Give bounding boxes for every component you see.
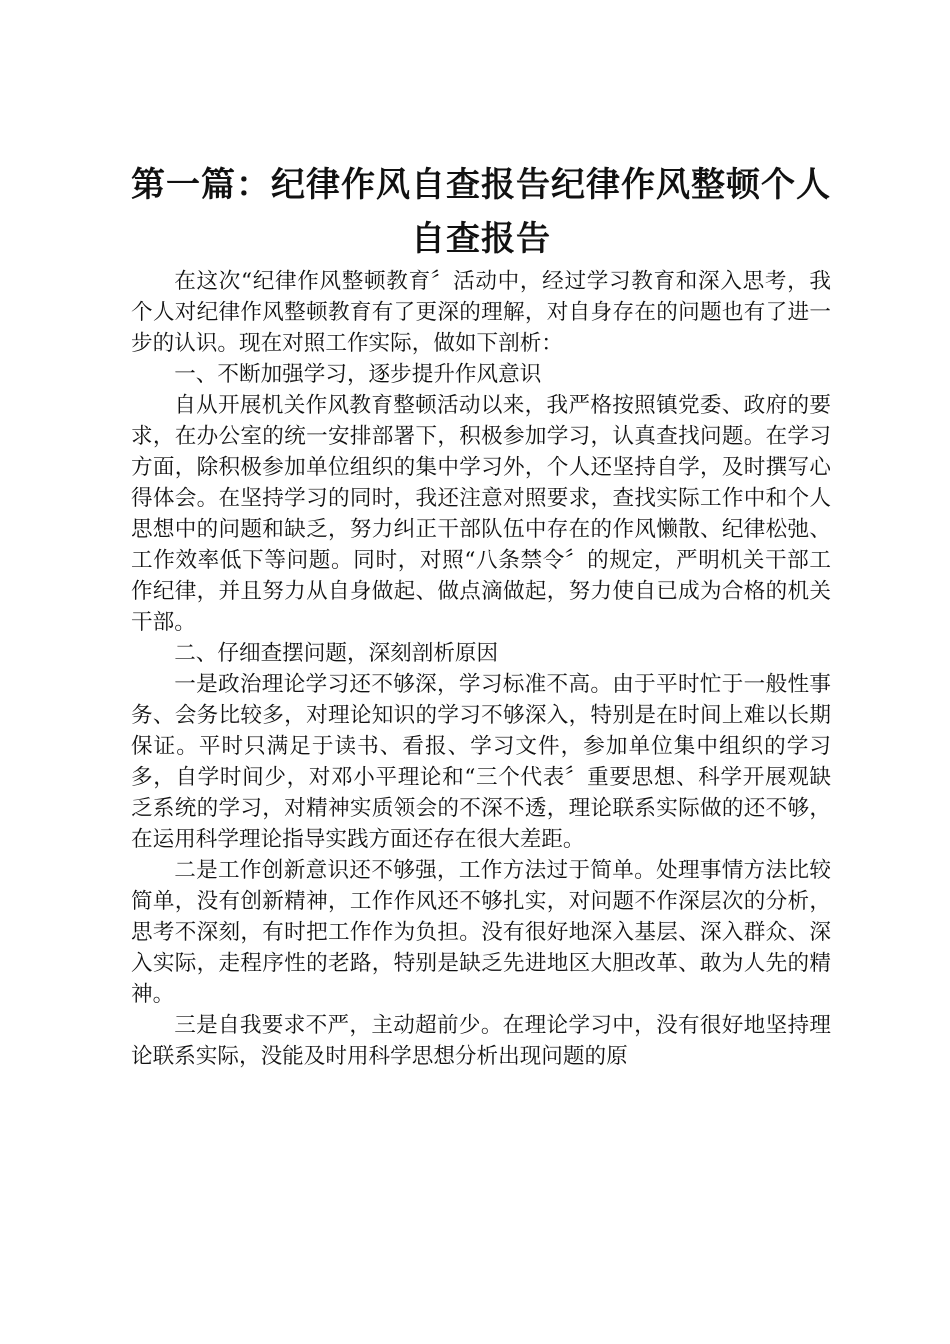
problem-3-paragraph: 三是自我要求不严，主动超前少。在理论学习中，没有很好地坚持理论联系实际，没能及时用科学思想分析出现问题的原 [131,1013,831,1069]
problem-1-paragraph: 一是政治理论学习还不够深，学习标准不高。由于平时忙于一般性事务、会务比较多，对理论知识的学习不够深入，特别是在时间上难以长期保证。平时只满足于读书、看报、学习文件，参加单位集中组织的学习多，自学时间少，对邓小平理论和“三个代表〞重要思想、科学开展观缺乏系统的学习，对精神实质领会的不深不透，理论联系实际做的还不够，在运用科学理论指导实践方面还存在很大差距。 [131,672,831,852]
section-heading-2: 二、仔细查摆问题，深刻剖析原因 [174,641,499,666]
document-body [131,266,831,1072]
intro-paragraph: 在这次“纪律作风整顿教育〞活动中，经过学习教育和深入思考，我个人对纪律作风整顿教育有了更深的理解，对自身存在的问题也有了进一步的认识。现在对照工作实际，做如下剖析： [131,269,831,356]
document-page [131,158,831,1072]
document-title: 第一篇：纪律作风自查报告纪律作风整顿个人自查报告 [131,165,831,259]
section-1-paragraph: 自从开展机关作风教育整顿活动以来，我严格按照镇党委、政府的要求，在办公室的统一安排部署下，积极参加学习，认真查找问题。在学习方面，除积极参加单位组织的集中学习外，个人还坚持自学，及时撰写心得体会。在坚持学习的同时，我还注意对照要求，查找实际工作中和个人思想中的问题和缺乏，努力纠正干部队伍中存在的作风懒散、纪律松弛、工作效率低下等问题。同时，对照“八条禁令〞的规定，严明机关干部工作纪律，并且努力从自身做起、做点滴做起，努力使自已成为合格的机关干部。 [131,393,831,635]
problem-2-paragraph: 二是工作创新意识还不够强，工作方法过于简单。处理事情方法比较简单，没有创新精神，工作作风还不够扎实，对问题不作深层次的分析，思考不深刻，有时把工作作为负担。没有很好地深入基层、深入群众、深入实际，走程序性的老路，特别是缺乏先进地区大胆改革、敢为人先的精神。 [131,858,831,1007]
section-heading-1: 一、不断加强学习，逐步提升作风意识 [174,362,542,387]
